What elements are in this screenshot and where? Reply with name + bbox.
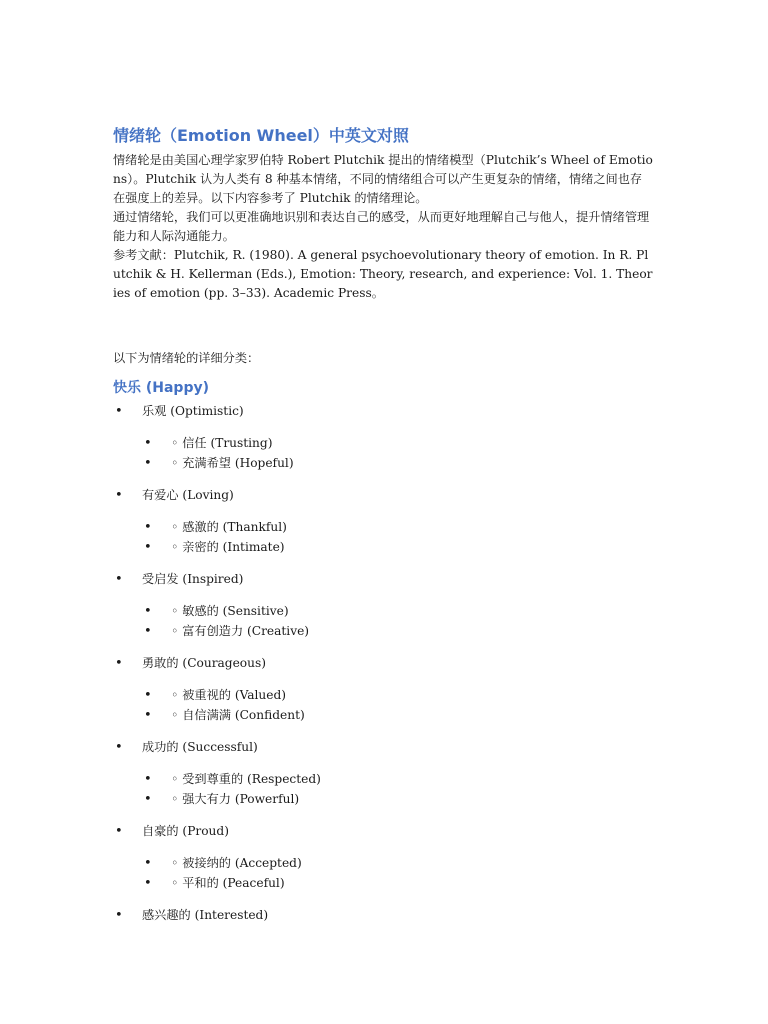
emotion-list [113,402,653,925]
emotion-label: 自豪的 (Proud) [142,824,229,838]
sub-emotion-item [113,686,653,706]
emotion-item [113,486,653,557]
bullet-icon: • [144,791,152,807]
emotion-row [113,738,653,757]
emotion-label: 感兴趣的 (Interested) [142,908,269,922]
small-dot-icon: ◦ [171,772,179,786]
bullet-icon: • [115,404,123,419]
bullet-icon: • [144,539,152,555]
sub-emotion-label: 信任 (Trusting) [182,436,273,450]
bullet-icon: • [115,908,123,923]
classification-intro: 以下为情绪轮的详细分类： [113,351,260,365]
sub-emotion-item [113,790,653,810]
sub-emotion-list [113,434,653,473]
sub-emotion-label: 自信满满 (Confident) [182,707,305,722]
sub-emotion-list [113,686,653,725]
bullet-icon: • [115,740,123,755]
emotion-item [113,738,653,809]
bullet-icon: • [144,455,152,471]
sub-emotion-list [113,518,653,557]
sub-emotion-item [113,454,653,474]
small-dot-icon: ◦ [171,436,179,450]
small-dot-icon: ◦ [171,688,179,702]
bullet-icon: • [144,772,152,787]
emotion-label: 勇敢的 (Courageous) [142,656,267,670]
sub-emotion-item [113,434,653,454]
sub-emotion-list [113,602,653,641]
sub-emotion-label: 富有创造力 (Creative) [182,623,310,638]
emotion-row [113,486,653,505]
sub-emotion-list [113,770,653,809]
bullet-icon: • [115,488,123,503]
emotion-row [113,402,653,421]
small-dot-icon: ◦ [171,707,179,722]
reference-paragraph: 参考文献：Plutchik, R. (1980). A general psychoevolutionary theory of emotion. In R. Plutchik & H. Kellerman (Eds.), Emotion: Theory, research, and experience: Vol. 1. Theories of emotion (pp. 3–33). Academic Press。 [113,248,653,300]
small-dot-icon: ◦ [171,455,179,470]
emotion-label: 成功的 (Successful) [142,740,258,754]
sub-emotion-label: 敏感的 (Sensitive) [182,604,289,618]
sub-emotion-label: 被接纳的 (Accepted) [182,856,302,870]
sub-emotion-item [113,854,653,874]
small-dot-icon: ◦ [171,539,179,554]
intro-paragraph: 情绪轮是由美国心理学家罗伯特 Robert Plutchik 提出的情绪模型（Plutchik’s Wheel of Emotions）。Plutchik 认为人类有 8 种基本情绪，不同的情绪组合可以产生更复杂的情绪，情绪之间也存在强度上的差异。以下内容参考了 Plutchik 的情绪理论。 [113,153,653,205]
bullet-icon: • [115,572,123,587]
sub-emotion-label: 强大有力 (Powerful) [182,791,300,806]
emotion-row [113,654,653,673]
bullet-icon: • [144,688,152,703]
section-heading-happy: 快乐 (Happy) [113,380,210,396]
blank-space [113,303,653,349]
small-dot-icon: ◦ [171,520,179,534]
bullet-icon: • [144,856,152,871]
emotion-item [113,822,653,893]
small-dot-icon: ◦ [171,623,179,638]
bullet-icon: • [115,824,123,839]
bullet-icon: • [144,623,152,639]
emotion-row [113,822,653,841]
bullet-icon: • [144,436,152,451]
emotion-item [113,906,653,925]
emotion-row [113,906,653,925]
sub-emotion-label: 平和的 (Peaceful) [182,875,285,890]
bullet-icon: • [144,875,152,891]
sub-emotion-item [113,622,653,642]
small-dot-icon: ◦ [171,791,179,806]
bullet-icon: • [144,707,152,723]
bullet-icon: • [144,604,152,619]
small-dot-icon: ◦ [171,875,179,890]
purpose-paragraph: 通过情绪轮，我们可以更准确地识别和表达自己的感受，从而更好地理解自己与他人，提升情绪管理能力和人际沟通能力。 [113,210,650,243]
emotion-item [113,402,653,473]
bullet-icon: • [144,520,152,535]
sub-emotion-label: 感激的 (Thankful) [182,520,287,534]
sub-emotion-label: 充满希望 (Hopeful) [182,455,294,470]
sub-emotion-item [113,538,653,558]
emotion-item [113,654,653,725]
emotion-item [113,570,653,641]
sub-emotion-label: 被重视的 (Valued) [182,688,287,702]
sub-emotion-item [113,770,653,790]
emotion-label: 乐观 (Optimistic) [142,404,244,418]
small-dot-icon: ◦ [171,604,179,618]
sub-emotion-item [113,602,653,622]
sub-emotion-label: 受到尊重的 (Respected) [182,772,321,786]
emotion-label: 受启发 (Inspired) [142,572,244,586]
document-page [113,126,653,925]
sub-emotion-label: 亲密的 (Intimate) [182,539,285,554]
small-dot-icon: ◦ [171,856,179,870]
document-title: 情绪轮（Emotion Wheel）中英文对照 [113,126,409,145]
sub-emotion-item [113,706,653,726]
sub-emotion-item [113,518,653,538]
bullet-icon: • [115,656,123,671]
sub-emotion-item [113,874,653,894]
sub-emotion-list [113,854,653,893]
emotion-label: 有爱心 (Loving) [142,488,234,502]
emotion-row [113,570,653,589]
